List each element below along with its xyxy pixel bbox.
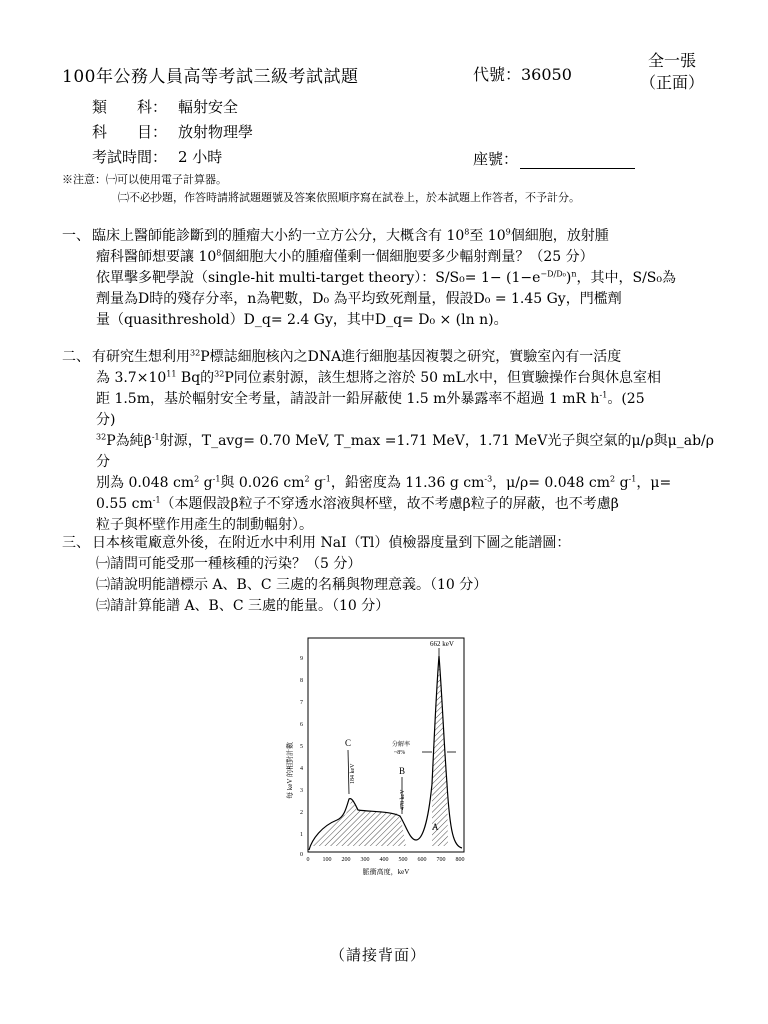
- q3-subquestion-3: ㈢請計算能譜 A、B、C 三處的能量。（10 分）: [96, 598, 390, 614]
- label-c-energy: 184 keV: [350, 763, 356, 784]
- x-tick: 700: [436, 857, 446, 863]
- subject-value: 放射物理學: [178, 123, 254, 141]
- q1-text: 臨床上醫師能診斷到的腫瘤大小約一立方公分，大概含有 10: [92, 228, 465, 244]
- seat-label: 座號：: [473, 150, 519, 168]
- label-c: C: [345, 738, 352, 748]
- q2-text: 距 1.5m，基於輻射安全考量，請設計一鉛屏蔽使 1.5 m外暴露率不超過 1 mR h: [96, 391, 600, 407]
- q1-text: 個細胞，放射腫: [510, 228, 609, 244]
- x-tick: 0: [306, 857, 310, 863]
- q2-text: 為 3.7×10: [96, 370, 167, 386]
- q2-text: （本題假設β粒子不穿透水溶液與杯壁，故不考慮β粒子的屏蔽，也不考慮β: [160, 496, 619, 512]
- q2-text: P為純β: [106, 433, 152, 449]
- q2-text: P標誌細胞核內之DNA進行細胞基因複製之研究，實驗室內有一活度: [200, 349, 622, 365]
- x-tick: 800: [455, 857, 465, 863]
- exam-title: 100年公務人員高等考試三級考試試題: [62, 67, 359, 87]
- q3-subquestion-2: ㈡請說明能譜標示 A、B、C 三處的名稱與物理意義。（10 分）: [96, 577, 488, 593]
- x-axis-label: 脈衝高度，keV: [362, 868, 410, 876]
- q1-text: 劑量為D時的殘存分率，n為靶數，D₀ 為平均致死劑量，假設D₀ = 1.45 Gy，門檻劑: [96, 291, 622, 307]
- q1-sup: n: [571, 269, 577, 279]
- subject-label: 科 目：: [92, 123, 168, 141]
- category-row: [92, 96, 238, 117]
- q2-text: g: [199, 475, 213, 491]
- arrow-c: [348, 750, 349, 794]
- q1-text: 瘤科醫師想要讓 10: [96, 249, 217, 265]
- question-3: [62, 533, 714, 617]
- category-value: 輻射安全: [178, 98, 239, 116]
- time-label: 考試時間：: [92, 148, 168, 166]
- q1-sup: 9: [505, 227, 511, 237]
- q2-text: P同位素射源，該生想將之溶於 50 mL水中，但實驗操作台與休息室相: [224, 370, 662, 386]
- q1-formula: 依單擊多靶學說（single-hit multi-target theory）：S/S₀= 1− (1−e: [96, 270, 541, 286]
- q2-sup: 11: [166, 369, 177, 379]
- spectrum-plot: [282, 634, 478, 884]
- q3-subquestion-1: ㈠請問可能受那一種核種的污染？（5 分）: [96, 556, 362, 572]
- q2-text: ，鉛密度為 11.36 g cm: [330, 475, 485, 491]
- q1-number: 一、: [62, 228, 90, 244]
- q2-text: ，μ/ρ= 0.048 cm: [492, 475, 611, 491]
- y-tick: 0: [300, 852, 303, 858]
- y-tick: 2: [300, 810, 303, 816]
- q1-sup: −D/D₀: [540, 269, 566, 279]
- q2-sup: 32: [214, 369, 225, 379]
- q2-sup: -1: [212, 474, 221, 484]
- label-b: B: [399, 766, 406, 776]
- note-line-2: ㈡不必抄題，作答時請將試題題號及答案依照順序寫在試卷上，於本試題上作答者，不予計分。: [118, 191, 580, 204]
- x-tick: 100: [322, 857, 332, 863]
- y-tick: 6: [300, 722, 303, 728]
- q1-sup: 8: [464, 227, 470, 237]
- q2-text: 。(25: [607, 391, 645, 407]
- q2-text: 有研究生想利用: [92, 349, 190, 365]
- resolution-label: 分解率: [392, 742, 411, 748]
- q1-text: 量（quasithreshold）D_q= 2.4 Gy，其中D_q= D₀ × (ln n)。: [96, 312, 508, 328]
- y-axis-label: 每 keV 的相對計數: [286, 741, 294, 799]
- exam-code: 代號：36050: [473, 65, 572, 84]
- q2-number: 二、: [62, 349, 90, 365]
- x-tick: 400: [379, 857, 389, 863]
- q2-sup: 2: [304, 474, 310, 484]
- q1-text: 至 10: [469, 228, 506, 244]
- q2-text: 粒子與杯壁作用產生的制動輻射）。: [96, 517, 313, 533]
- time-row: [92, 146, 222, 167]
- q2-sup: -1: [151, 432, 160, 442]
- q2-sup: -1: [152, 495, 161, 505]
- y-tick-labels: [300, 656, 303, 858]
- y-tick: 4: [300, 766, 303, 772]
- sheet-side: （正面）: [640, 73, 705, 92]
- q2-text: 射源，T_avg= 0.70 MeV, T_max =1.71 MeV，1.71 MeV光子與空氣的μ/ρ與μ_ab/ρ分: [96, 433, 715, 470]
- question-2: [62, 347, 714, 536]
- sheet-indicator: [640, 50, 704, 94]
- q1-sup: 8: [216, 248, 222, 258]
- q1-text: 個細胞大小的腫瘤僅剩一個細胞要多少輻射劑量？（25 分）: [221, 249, 594, 265]
- subject-row: [92, 121, 253, 142]
- label-a: A: [432, 822, 439, 832]
- y-tick: 5: [300, 744, 303, 750]
- q2-text: 別為 0.048 cm: [96, 475, 195, 491]
- question-1: [62, 226, 714, 331]
- y-tick: 1: [300, 832, 303, 838]
- category-label: 類 科：: [92, 98, 168, 116]
- x-tick: 600: [417, 857, 427, 863]
- q2-text: 與 0.026 cm: [220, 475, 305, 491]
- q2-text: ，μ=: [636, 475, 672, 491]
- time-value: 2 小時: [178, 148, 223, 166]
- sheet-count: 全一張: [648, 51, 697, 70]
- q2-text: g: [309, 475, 324, 491]
- q1-text: ，其中，S/S₀為: [576, 270, 676, 286]
- continue-on-back: （請接背面）: [330, 946, 427, 964]
- y-tick: 8: [300, 678, 303, 684]
- q2-text: 0.55 cm: [96, 496, 153, 512]
- compton-continuum-hatch: [312, 800, 406, 846]
- seat-number-field: [473, 148, 635, 169]
- x-tick: 500: [398, 857, 408, 863]
- q2-text: 分): [96, 412, 116, 428]
- q2-text: Bq的: [176, 370, 215, 386]
- q2-sup: -3: [484, 474, 493, 484]
- x-tick-labels: [307, 857, 465, 863]
- note-line-1: ※注意：㈠可以使用電子計算器。: [62, 173, 227, 186]
- label-b-energy: 478 keV: [400, 789, 406, 810]
- q2-sup: 2: [194, 474, 200, 484]
- q1-formula: ): [565, 270, 572, 286]
- y-tick: 9: [300, 656, 303, 662]
- y-tick: 7: [300, 700, 303, 706]
- q2-sup: 32: [96, 432, 107, 442]
- peak-label: 662 keV: [430, 640, 454, 648]
- q2-sup: 2: [610, 474, 616, 484]
- x-tick: 300: [360, 857, 370, 863]
- y-tick: 3: [300, 788, 303, 794]
- q2-sup: 32: [190, 348, 201, 358]
- spectrum-figure: [282, 634, 478, 884]
- x-tick: 200: [341, 857, 351, 863]
- q3-number: 三、: [62, 535, 90, 551]
- q2-sup: -1: [628, 474, 637, 484]
- q2-text: g: [615, 475, 629, 491]
- resolution-value: ~8%: [394, 750, 406, 756]
- seat-blank: [520, 154, 635, 169]
- q2-sup: -1: [599, 390, 608, 400]
- q3-text: 日本核電廠意外後，在附近水中利用 NaI（Tl）偵檢器度量到下圖之能譜圖：: [92, 535, 571, 551]
- q2-sup: -1: [323, 474, 331, 484]
